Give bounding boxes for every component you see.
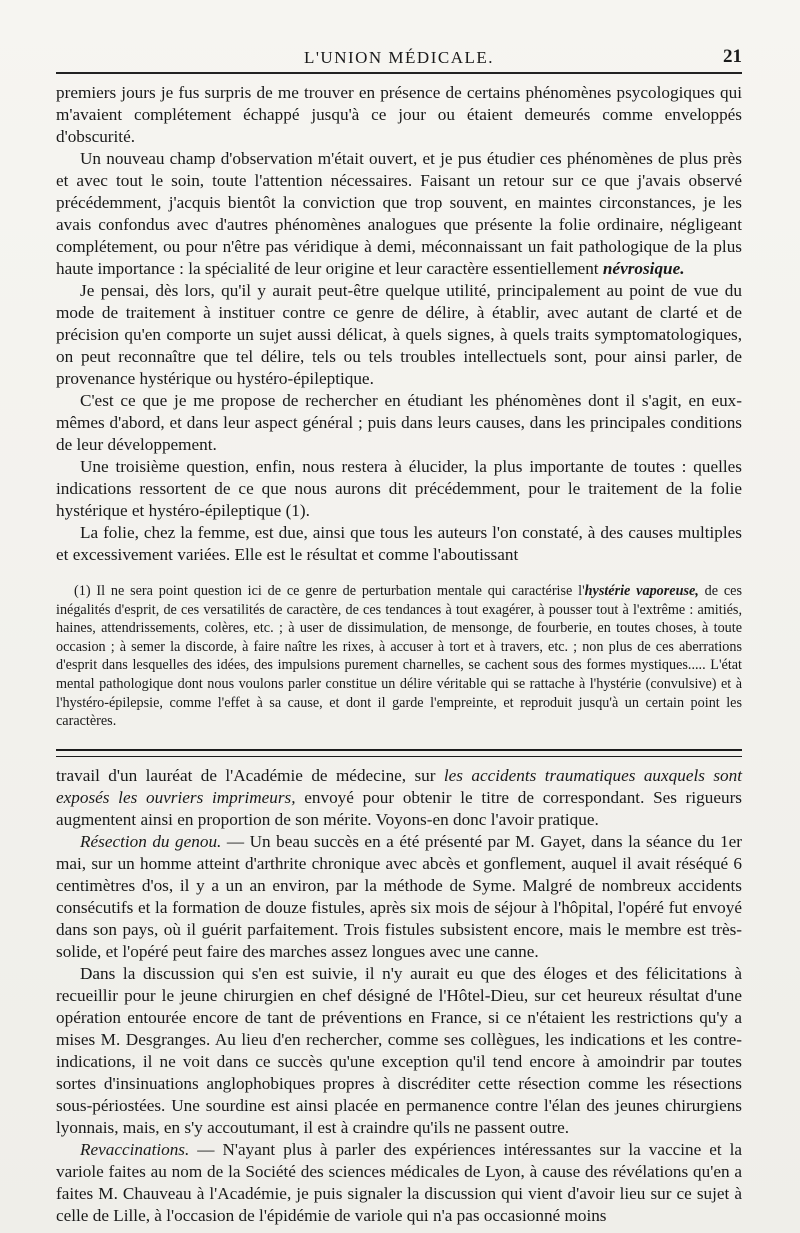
paragraph-text: travail d'un lauréat de l'Académie de médecine, sur bbox=[56, 765, 444, 785]
section-heading: Revaccinations. bbox=[80, 1139, 190, 1159]
emphasis-text: névrosique. bbox=[602, 259, 685, 278]
page-header bbox=[56, 0, 742, 72]
paragraph-text: — Un beau succès en a été présenté par M. Gayet, dans la séance du 1er mai, sur un homme atteint d'arthrite chronique avec abcès et gonflement, auquel il avait réséqué 6 centimètres d'os, il y a un an environ, par la méthode de Syme. Malgré de nombreux accidents consécutifs et la formation de douze fistules, après six mois de séjour à l'hôpital, l'opéré fut envoyé dans son pays, où il guérit parfaitement. Trois fistules subsistent encore, mais le membre est très-solide, et l'opéré peut faire des marches assez longues avec une canne. bbox=[56, 831, 742, 961]
paragraph: La folie, chez la femme, est due, ainsi que tous les auteurs l'on constaté, à des causes multiples et excessivement variées. Elle est le résultat et comme l'aboutissant bbox=[56, 523, 742, 564]
paragraph bbox=[56, 765, 742, 831]
paragraph-text: — N'ayant plus à parler des expériences intéressantes sur la vaccine et la variole faites au nom de la Société des sciences médicales de Lyon, à cause des révélations qu'en a faites M. Chauveau à l'Académie, je puis signaler la discussion qui vient d'avoir lieu sur ce sujet à celle de Lille, à l'occasion de l'épidémie de variole qui n'a pas occasionné moins bbox=[56, 1139, 742, 1225]
paragraph: premiers jours je fus surpris de me trouver en présence de certains phénomènes psycologiques qui m'avaient complétement échappé jusqu'à ce jour ou étaient demeurés comme enveloppés d'obscurité. bbox=[56, 83, 742, 146]
page-number: 21 bbox=[723, 46, 742, 67]
footnote-emphasis: hystérie vaporeuse, bbox=[584, 583, 699, 599]
footnote-text: de ces inégalités d'esprit, de ces versatilités de caractère, de ces tendances à tout exagérer, à pousser tout à l'extrême : amitiés, haines, attendrissements, colères, etc. ; à user de dissimulation, de mensonge, de fourberie, en toutes choses, à toute occasion ; à semer la discorde, à faire naître les rixes, à accuser à tort et à travers, etc. ; non plus de ces aberrations d'esprit dans lesquelles des idées, des impulsions purement charnelles, se cachent sous des formes mystiques..... L'état mental pathologique dont nous voulons parler constitue un délire véritable qui se rattache à l'hystérie (convulsive) et à l'hystéro-épilepsie, comme l'effet à sa cause, et dont il garde l'empreinte, et reproduit jusqu'à un certain point les caractères. bbox=[56, 583, 742, 730]
paragraph bbox=[56, 831, 742, 963]
footnote-text: (1) Il ne sera point question ici de ce genre de perturbation mentale qui caractérise l' bbox=[74, 583, 585, 599]
paragraph: Une troisième question, enfin, nous restera à élucider, la plus importante de toutes : quelles indications ressortent de ce que nous aurons dit précédemment, pour le traitement de la folie hystérique et hystéro-épileptique (1). bbox=[56, 457, 742, 520]
paragraph: Je pensai, dès lors, qu'il y aurait peut-être quelque utilité, principalement au point de vue du mode de traitement à instituer contre ce genre de délire, à établir, avec autant de clarté et de précision qu'en comporte un sujet aussi délicat, à quels signes, à quels traits symptomatologiques, on peut reconnaître que tel délire, tels ou tels troubles intellectuels sont, pour ainsi parler, de provenance hystérique ou hystéro-épileptique. bbox=[56, 281, 742, 388]
article-second-part bbox=[56, 765, 742, 1227]
section-divider bbox=[56, 749, 742, 757]
header-rule bbox=[56, 72, 742, 74]
paragraph-text: envoyé pour obtenir le titre de correspondant. Ses rigueurs augmentent ainsi en proportion de son mérite. Voyons-en donc l'avoir pratique. bbox=[56, 787, 742, 829]
article-first-part bbox=[56, 82, 742, 566]
paragraph bbox=[56, 1139, 742, 1227]
paragraph bbox=[56, 148, 742, 280]
running-title: L'UNION MÉDICALE. bbox=[303, 48, 495, 67]
paragraph: C'est ce que je me propose de rechercher en étudiant les phénomènes dont il s'agit, en eux-mêmes d'abord, et dans leur aspect général ; puis dans leurs causes, dans les principales conditions de leur développement. bbox=[56, 391, 742, 454]
paragraph: Dans la discussion qui s'en est suivie, il n'y aurait eu que des éloges et des félicitations à recueillir pour le jeune chirurgien en chef désigné de l'Hôtel-Dieu, sur cet heureux résultat d'une opération entourée encore de tant de préventions en France, si ce n'étaient les restrictions qu'y a mises M. Desgranges. Au lieu d'en rechercher, comme ses collègues, les indications et les contre-indications, il ne voit dans ce succès qu'une exception qu'il tend encore à amoindrir par toutes sortes d'insinuations anglophobiques propres à discréditer cette résection comme les résections sous-périostées. Une sourdine est ainsi placée en permanence contre l'élan des jeunes chirurgiens lyonnais, mais, en s'y accoutumant, il est à craindre qu'ils ne passent outre. bbox=[56, 963, 742, 1137]
paragraph-text: Un nouveau champ d'observation m'était ouvert, et je pus étudier ces phénomènes de plus près et avec tout le soin, toute l'attention nécessaires. Faisant un retour sur ce que j'avais observé précédemment, j'acquis bientôt la conviction que trop souvent, en maintes circonstances, je les avais confondus avec d'autres phénomènes analogues que présente la folie ordinaire, négligeant complétement, ou pour n'être pas véridique à demi, méconnaissant un fait pathologique de la plus haute importance : la spécialité de leur origine et leur caractère essentiellement bbox=[56, 149, 742, 278]
footnote bbox=[56, 582, 742, 731]
emphasis-text: les accidents traumatiques auxquels sont exposés les ouvriers imprimeurs, bbox=[56, 765, 742, 807]
section-heading: Résection du genou. bbox=[80, 831, 222, 851]
